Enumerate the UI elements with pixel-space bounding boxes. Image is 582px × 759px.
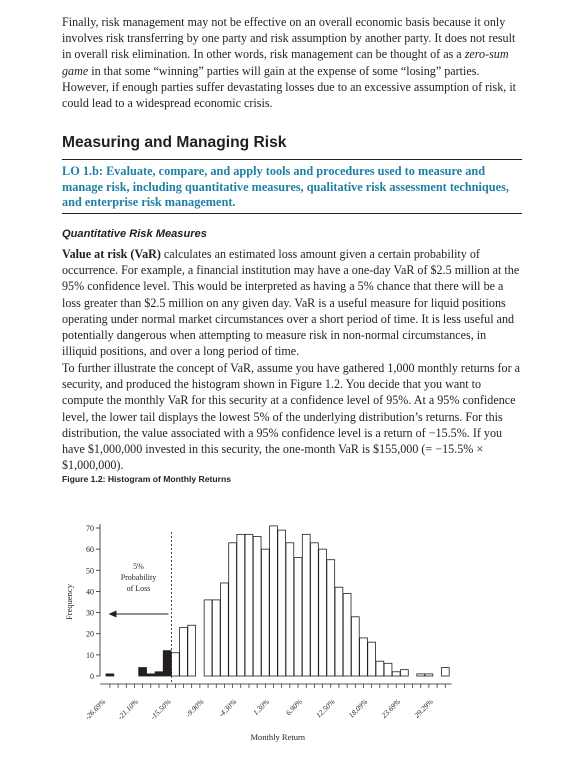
y-tick-label: 20	[86, 629, 94, 639]
x-tick-label: 18.09%	[346, 697, 370, 720]
histogram-bar	[212, 600, 220, 676]
histogram-bar	[417, 674, 425, 676]
y-tick-label: 0	[90, 672, 94, 681]
paragraph-risk-management	[62, 14, 522, 111]
paragraph1-text-b: in that some “winning” parties will gain at the expense of some “losing” parties. However, if enough parties suffer devastating losses due to an excessive assumption of risk, it could lead to a widespread economic crisis.	[62, 63, 517, 111]
histogram-bar	[335, 587, 343, 676]
annotation-line: Probability	[120, 573, 157, 582]
divider-top	[62, 159, 522, 160]
x-tick-label: -15.50%	[148, 697, 173, 722]
y-tick-label: 30	[86, 608, 94, 618]
histogram-bar	[392, 672, 400, 676]
histogram-bar	[286, 543, 294, 676]
annotation-line: 5%	[133, 562, 144, 571]
paragraph1-emphasis: zero-sum game	[62, 47, 509, 78]
var-definition-text: calculates an estimated loss amount given a certain probability of occurrence. For example, a financial institution may have a one-day VaR of $2.5 million at the 95% confidence level. This would be interpreted as having a 5% chance that there will be a loss greater than $2.5 million on any given day. VaR is a useful measure for liquid positions operating under normal market circumstances over a short period of time. It is less useful and potentially dangerous when attempting to measure risk in non-normal circumstances, in illiquid positions, and over a long period of time.	[62, 247, 520, 359]
paragraph-var-definition	[62, 246, 522, 359]
x-tick-label: -21.10%	[115, 697, 141, 722]
x-axis-title: Monthly Return	[250, 732, 306, 742]
histogram-svg	[62, 504, 522, 754]
histogram-bar	[425, 674, 433, 676]
histogram-bar	[376, 661, 384, 676]
y-axis-title: Frequency	[64, 584, 74, 620]
histogram-bar	[294, 558, 302, 676]
histogram-bar	[384, 663, 392, 676]
histogram-bar	[171, 653, 179, 676]
histogram-bar	[163, 651, 171, 676]
histogram-bar	[343, 594, 351, 676]
histogram-bar	[106, 674, 114, 676]
histogram-bar	[327, 560, 335, 676]
histogram-bar	[319, 549, 327, 676]
paragraph-var-example: To further illustrate the concept of VaR, assume you have gathered 1,000 monthly returns for a security, and produced the histogram shown in Figure 1.2. You decide that you want to compute the monthly VaR for this security at a confidence level of 95%. At a 95% confidence level, the lower tail displays the lowest 5% of the underlying distribution’s returns. For this distribution, the value associated with a 95% confidence level is a return of −15.5%. If you have $1,000,000 invested in this security, the one-month VaR is $155,000 (= −15.5% × $1,000,000).	[62, 361, 521, 473]
y-tick-label: 50	[86, 566, 94, 576]
x-tick-label: -9.90%	[183, 697, 206, 719]
histogram-bar	[221, 583, 229, 676]
y-tick-label: 10	[86, 650, 94, 660]
histogram-bar	[400, 670, 408, 676]
histogram-chart	[62, 504, 522, 759]
histogram-bar	[147, 674, 155, 676]
histogram-bar	[180, 627, 188, 676]
x-tick-label: 1.30%	[251, 697, 272, 718]
x-tick-label: -4.30%	[216, 697, 239, 719]
histogram-bar	[155, 672, 163, 676]
section-heading: Measuring and Managing Risk	[62, 134, 287, 151]
x-tick-label: 29.29%	[412, 697, 435, 720]
x-tick-label: 6.90%	[283, 697, 304, 718]
histogram-bar	[441, 668, 449, 676]
histogram-bar	[360, 638, 368, 676]
var-term: Value at risk (VaR)	[62, 247, 161, 261]
histogram-bar	[368, 642, 376, 676]
y-tick-label: 60	[86, 545, 94, 555]
histogram-bar	[237, 534, 245, 676]
histogram-bar	[278, 530, 286, 676]
histogram-bar	[204, 600, 212, 676]
paragraph1-text-a: Finally, risk management may not be effective on an overall economic basis because it only involves risk transferring by one party and risk assumption by another party. It does not result in overall risk elimination. In other words, risk management can be thought of as a	[62, 15, 516, 62]
x-tick-label: 23.69%	[379, 697, 403, 720]
histogram-bar	[270, 526, 278, 676]
histogram-bar	[245, 534, 253, 676]
y-tick-label: 40	[86, 587, 94, 597]
subheading: Quantitative Risk Measures	[62, 228, 207, 240]
annotation-arrow-head	[108, 611, 116, 618]
divider-bottom	[62, 213, 522, 214]
x-tick-label: 12.50%	[314, 697, 337, 720]
histogram-bar	[253, 536, 261, 676]
learning-outcome: LO 1.b: Evaluate, compare, and apply tools and procedures used to measure and manage risk, including quantitative measures, qualitative risk assessment techniques, and enterprise risk management.	[62, 164, 509, 210]
annotation-line: of Loss	[126, 584, 151, 593]
histogram-bar	[188, 625, 196, 676]
histogram-bar	[302, 534, 310, 676]
x-tick-label: -26.69%	[82, 697, 108, 722]
histogram-bar	[139, 668, 147, 676]
histogram-bar	[311, 543, 319, 676]
histogram-bar	[229, 543, 237, 676]
y-tick-label: 70	[86, 524, 94, 533]
histogram-bar	[351, 617, 359, 676]
figure-caption: Figure 1.2: Histogram of Monthly Returns	[62, 474, 232, 484]
histogram-bar	[261, 549, 269, 676]
